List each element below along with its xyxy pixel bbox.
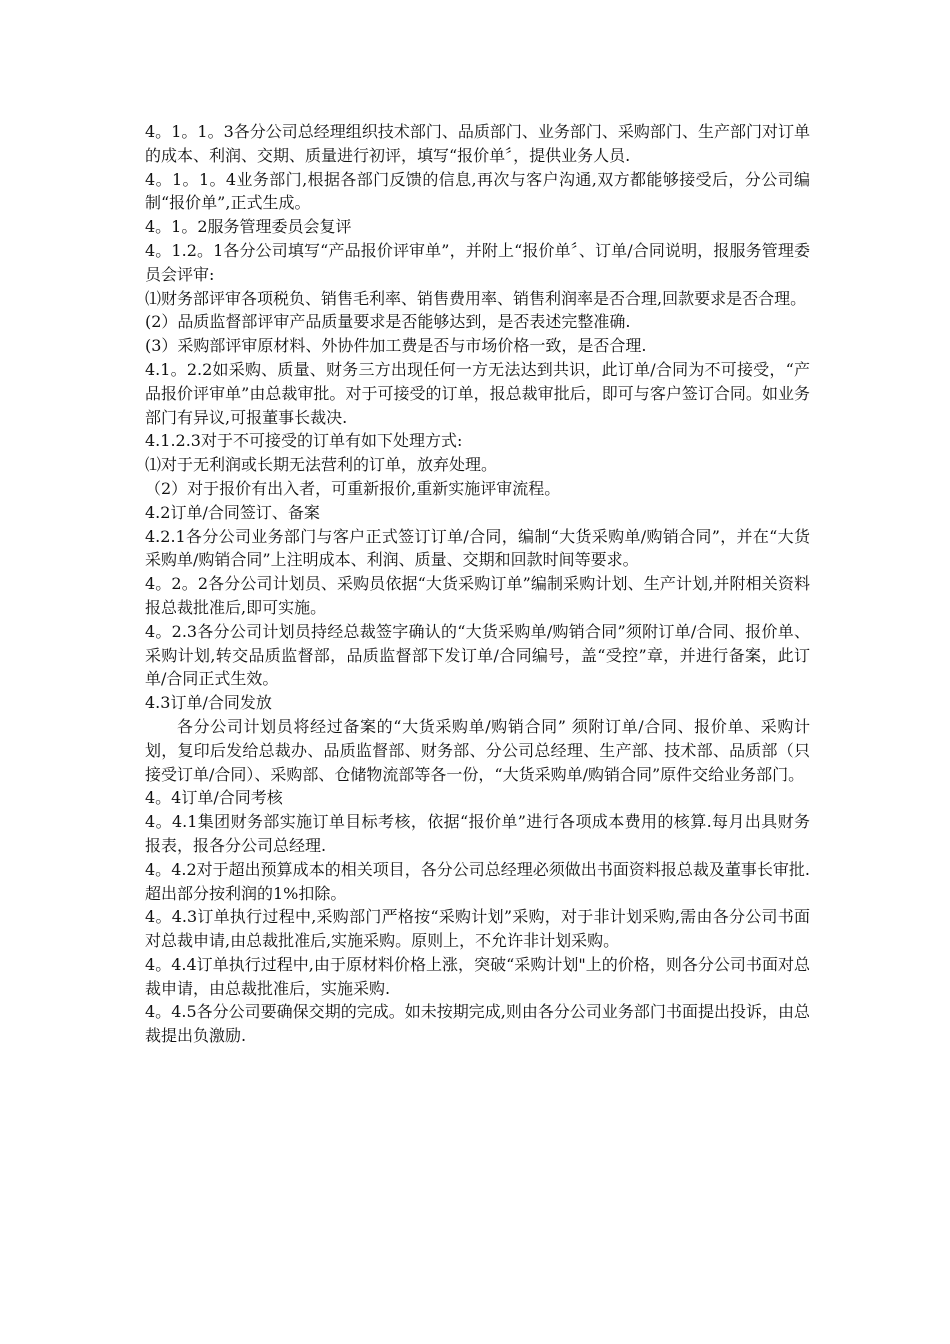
paragraph-4-4-3: 4。4.3订单执行过程中,采购部门严格按“采购计划”采购，对于非计划采购,需由各分公司书面对总裁申请,由总裁批准后,实施采购。原则上，不允许非计划采购。	[145, 907, 810, 951]
paragraph-4-1-2-3: 4.1.2.3对于不可接受的订单有如下处理方式:	[145, 431, 463, 451]
paragraph-4-3-body: 各分公司计划员将经过备案的“大货采购单/购销合同” 须附订单/合同、报价单、采购计划，复印后发给总裁办、品质监督部、财务部、分公司总经理、生产部、技术部、品质部（只接受订单/合同）、采购部、仓储物流部等各一份，“大货采购单/购销合同”原件交给业务部门。	[145, 716, 810, 784]
section-heading-4-1-2: 4。1。2服务管理委员会复评	[145, 217, 352, 237]
paragraph-4-2-3: 4。2.3各分公司计划员持经总裁签字确认的“大货采购单/购销合同”须附订单/合同、报价单、采购计划,转交品质监督部，品质监督部下发订单/合同编号，盖“受控”章，并进行备案，此订单/合同正式生效。	[145, 621, 810, 689]
section-heading-4-2: 4.2订单/合同签订、备案	[145, 502, 320, 522]
list-item-abandon-order: ⑴对于无利润或长期无法营利的订单，放弃处理。	[145, 455, 498, 475]
paragraph-4-4-1: 4。4.1集团财务部实施订单目标考核，依据“报价单”进行各项成本费用的核算.每月出具财务报表，报各分公司总经理.	[145, 812, 810, 855]
paragraph-4-2-1: 4.2.1各分公司业务部门与客户正式签订订单/合同，编制“大货采购单/购销合同”，并在“大货采购单/购销合同”上注明成本、利润、质量、交期和回款时间等要求。	[145, 526, 810, 570]
list-item-requote: （2）对于报价有出入者，可重新报价,重新实施评审流程。	[145, 478, 561, 498]
paragraph-4-2-2: 4。2。2各分公司计划员、采购员依据“大货采购订单”编制采购计划、生产计划,并附相关资料报总裁批准后,即可实施。	[145, 574, 810, 617]
paragraph-4-1-1-1-4: 4。1。1。4业务部门,根据各部门反馈的信息,再次与客户沟通,双方都能够接受后，分公司编制“报价单”,正式生成。	[145, 169, 810, 213]
paragraph-4-4-5: 4。4.5各分公司要确保交期的完成。如未按期完成,则由各分公司业务部门书面提出投诉，由总裁提出负激励.	[145, 1002, 810, 1046]
paragraph-4-1-2-2: 4.1。2.2如采购、质量、财务三方出现任何一方无法达到共识，此订单/合同为不可接受，“产品报价评审单”由总裁审批。对于可接受的订单，报总裁审批后，即可与客户签订合同。如业务部门有异议,可报董事长裁决.	[145, 359, 810, 427]
list-item-purchasing-review: (3）采购部评审原材料、外协件加工费是否与市场价格一致，是否合理.	[145, 336, 647, 356]
document-body	[145, 120, 810, 1048]
section-heading-4-4: 4。4订单/合同考核	[145, 788, 283, 808]
paragraph-4-1-1-1-3: 4。1。1。3各分公司总经理组织技术部门、品质部门、业务部门、采购部门、生产部门对订单的成本、利润、交期、质量进行初评，填写“报价单〞，提供业务人员.	[145, 122, 810, 165]
paragraph-4-4-2: 4。4.2对于超出预算成本的相关项目，各分公司总经理必须做出书面资料报总裁及董事长审批.超出部分按利润的1%扣除。	[145, 859, 810, 903]
paragraph-4-1-2-1: 4。1.2。1各分公司填写“产品报价评审单”，并附上“报价单〞、订单/合同说明，报服务管理委员会评审:	[145, 240, 810, 284]
list-item-quality-review: (2）品质监督部评审产品质量要求是否能够达到，是否表述完整准确.	[145, 312, 631, 332]
list-item-finance-review: ⑴财务部评审各项税负、销售毛利率、销售费用率、销售利润率是否合理,回款要求是否合理。	[145, 288, 807, 308]
section-heading-4-3: 4.3订单/合同发放	[145, 693, 272, 713]
paragraph-4-4-4: 4。4.4订单执行过程中,由于原材料价格上涨，突破“采购计划"上的价格，则各分公司书面对总裁申请，由总裁批准后，实施采购.	[145, 954, 810, 998]
